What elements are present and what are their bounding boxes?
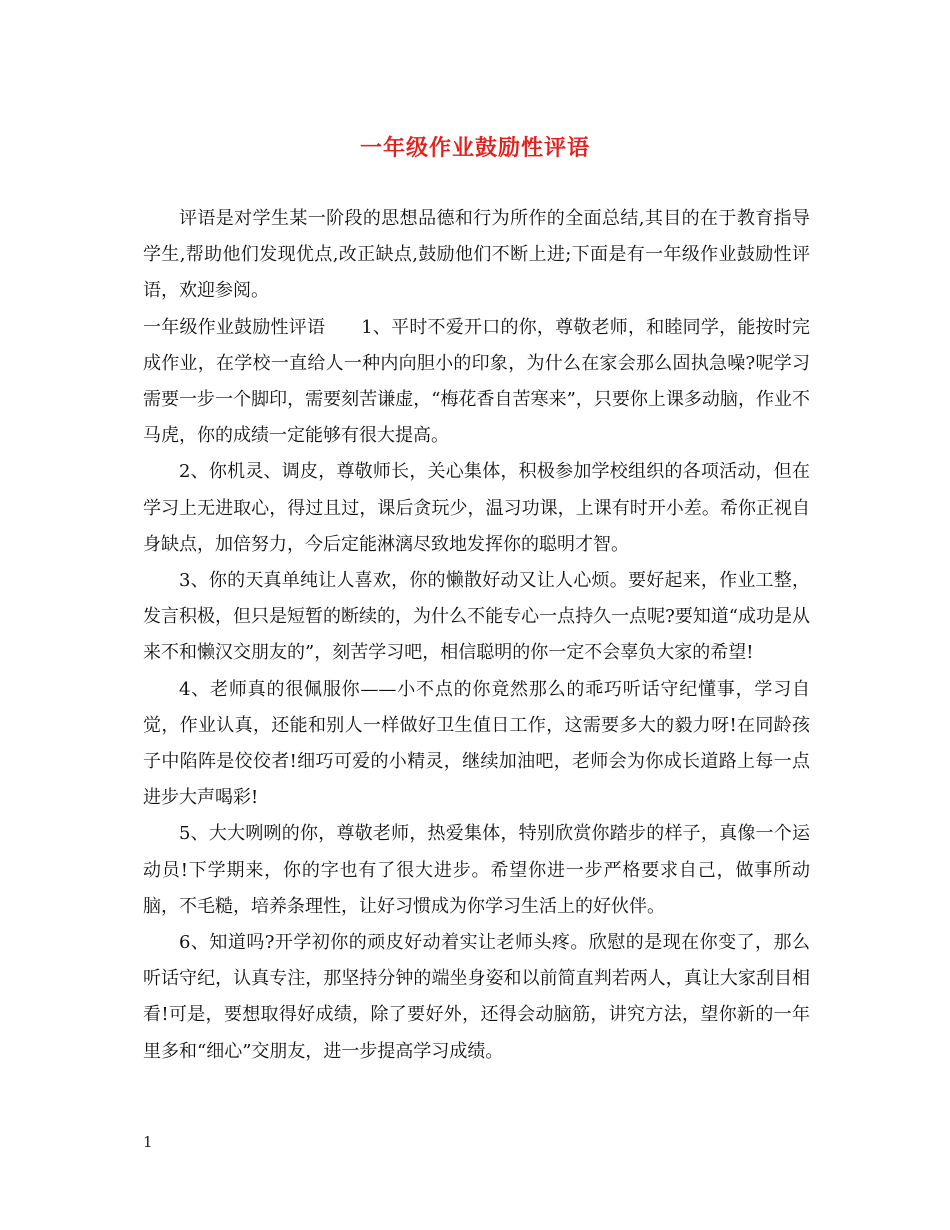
intro-paragraph: 评语是对学生某一阶段的思想品德和行为所作的全面总结,其目的在于教育指导学生,帮助他们发现优点,改正缺点,鼓励他们不断上进;下面是有一年级作业鼓励性评语，欢迎参阅。 [143, 208, 810, 302]
section-lead-paragraph [143, 310, 810, 455]
item-1-text: 1、平时不爱开口的你，尊敬老师，和睦同学，能按时完成作业，在学校一直给人一种内向胆小的印象，为什么在家会那么固执急噪?呢学习需要一步一个脚印，需要刻苦谦虚，“梅花香自苦寒来”，只要你上课多动脑，作业不马虎，你的成绩一定能够有很大提高。 [143, 316, 810, 447]
page-number: 1 [143, 1133, 153, 1151]
item-6-paragraph: 6、知道吗?开学初你的顽皮好动着实让老师头疼。欣慰的是现在你变了，那么听话守纪，认真专注，那坚持分钟的端坐身姿和以前简直判若两人，真让大家刮目相看!可是，要想取得好成绩，除了要好外，还得会动脑筋，讲究方法，望你新的一年里多和“细心”交朋友，进一步提高学习成绩。 [143, 932, 810, 1062]
document-body [143, 201, 810, 1070]
section-label: 一年级作业鼓励性评语 [143, 316, 326, 338]
item-4-paragraph: 4、老师真的很佩服你——小不点的你竟然那么的乖巧听话守纪懂事，学习自觉，作业认真，还能和别人一样做好卫生值日工作，这需要多大的毅力呀!在同龄孩子中陷阵是佼佼者!细巧可爱的小精灵，继续加油吧，老师会为你成长道路上每一点进步大声喝彩! [143, 678, 810, 809]
item-3-paragraph: 3、你的天真单纯让人喜欢，你的懒散好动又让人心烦。要好起来，作业工整，发言积极，但只是短暂的断续的，为什么不能专心一点持久一点呢?要知道“成功是从来不和懒汉交朋友的”，刻苦学习吧，相信聪明的你一定不会辜负大家的希望! [143, 570, 810, 664]
item-2-paragraph: 2、你机灵、调皮，尊敬师长，关心集体，积极参加学校组织的各项活动，但在学习上无进取心，得过且过，课后贪玩少，温习功课，上课有时开小差。希你正视自身缺点，加倍努力，今后定能淋漓尽致地发挥你的聪明才智。 [143, 461, 810, 555]
item-5-paragraph: 5、大大咧咧的你，尊敬老师，热爱集体，特别欣赏你踏步的样子，真像一个运动员!下学期来，你的字也有了很大进步。希望你进一步严格要求自己，做事所动脑，不毛糙，培养条理性，让好习惯成为你学习生活上的好伙伴。 [143, 823, 810, 917]
document-title: 一年级作业鼓励性评语 [359, 135, 590, 161]
